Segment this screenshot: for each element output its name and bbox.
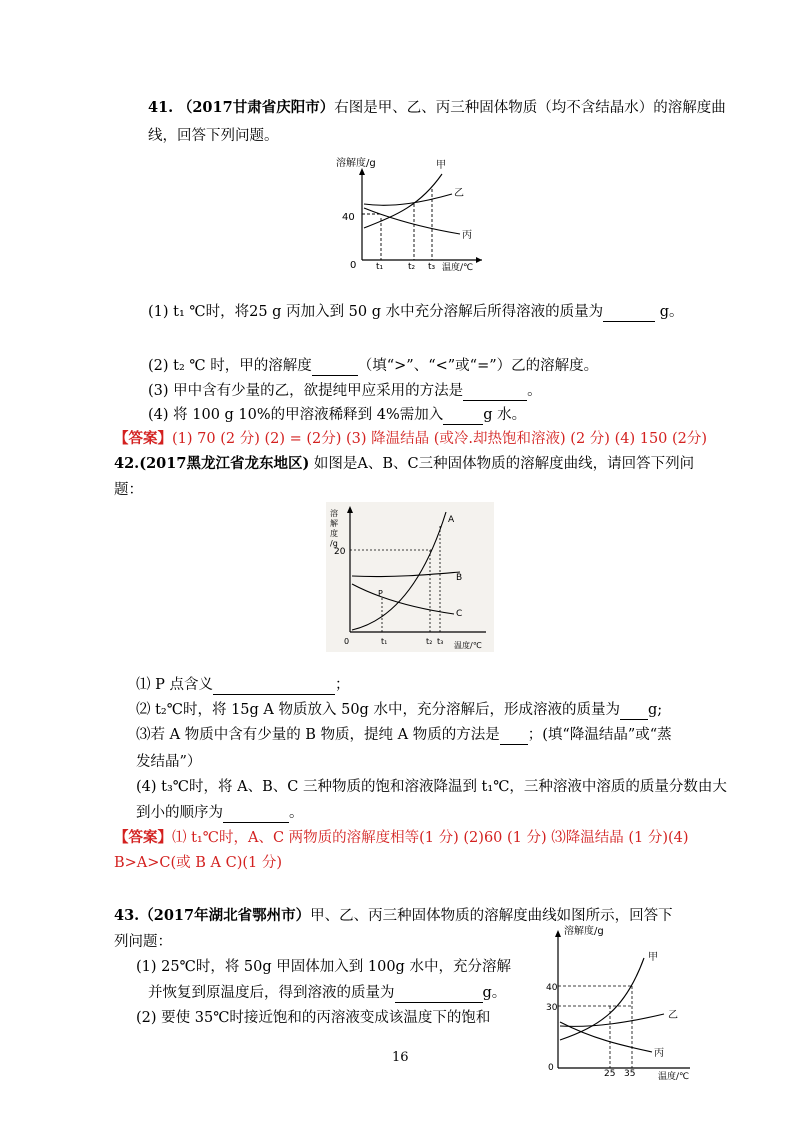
q41-answer-text: (1) 70 (2 分) (2) = (2分) (3) 降温结晶 (或冷.却热饱和溶液) (2 分) (4) 150 (2分) bbox=[172, 431, 708, 447]
q42-part3-cont: 发结晶”） bbox=[136, 754, 202, 770]
q42-part2-text: ⑵ t₂℃时，将 15g A 物质放入 50g 水中，充分溶解后，形成溶液的质量为 bbox=[136, 702, 620, 718]
q41-part2-blank[interactable] bbox=[312, 361, 358, 376]
q41-part4-blank[interactable] bbox=[443, 410, 483, 425]
q41-part2 bbox=[148, 356, 598, 376]
q41-part3-text: (3) 甲中含有少量的乙，欲提纯甲应采用的方法是 bbox=[148, 383, 464, 399]
q43-part1: (1) 25℃时，将 50g 甲固体加入到 100g 水中，充分溶解 bbox=[136, 959, 511, 975]
q42-part3-tail: ；(填“降温结晶”或“蒸 bbox=[527, 727, 672, 743]
q41-graph-xtick-t3: t₃ bbox=[428, 262, 436, 272]
q42-graph-ylabel-2: 解 bbox=[330, 519, 338, 528]
q42-part2-unit: g; bbox=[647, 702, 663, 718]
q42-label-b: B bbox=[456, 573, 463, 583]
q41-label-jia: 甲 bbox=[436, 160, 446, 171]
q42-stem-line2: 题： bbox=[114, 482, 143, 498]
q41-source: （2017甘肃省庆阳市） bbox=[177, 99, 335, 116]
q43-graph-xtick-25: 25 bbox=[604, 1069, 616, 1079]
q41-curve-yi bbox=[364, 194, 452, 205]
q43-part1-cont bbox=[148, 983, 506, 1003]
q43-curve-yi bbox=[560, 1014, 664, 1026]
q42-answer-line1: ⑴ t₁℃时，A、C 两物质的溶解度相等(1 分) (2)60 (1 分) ⑶降温结晶 (1 分)(4) bbox=[172, 830, 689, 846]
q41-stem-line2: 线，回答下列问题。 bbox=[148, 128, 279, 144]
q41-answer-label: 【答案】 bbox=[114, 430, 172, 447]
q42-graph-ylabel-1: 溶 bbox=[330, 509, 338, 518]
q41-part3-blank[interactable] bbox=[463, 386, 527, 401]
q42-answer-label: 【答案】 bbox=[114, 829, 172, 846]
q43-source: （2017年湖北省鄂州市） bbox=[139, 907, 311, 924]
q42-part1-tail: ； bbox=[334, 677, 350, 693]
q41-part1-blank[interactable] bbox=[603, 307, 655, 322]
q43-part2: (2) 要使 35℃时接近饱和的丙溶液变成该温度下的饱和 bbox=[136, 1010, 491, 1026]
q42-answer bbox=[114, 828, 689, 848]
q41-graph-ytick: 40 bbox=[342, 212, 355, 223]
q41-part3 bbox=[148, 381, 542, 401]
q42-part2-blank[interactable] bbox=[620, 705, 648, 720]
q43-stem-line2: 列问题： bbox=[114, 934, 172, 950]
q43-part1-blank[interactable] bbox=[395, 988, 483, 1003]
q41-graph-xlabel: 温度/℃ bbox=[442, 263, 474, 273]
q41-label-yi: 乙 bbox=[454, 188, 464, 199]
q43-solubility-graph bbox=[540, 922, 700, 1082]
q42-graph-xtick-t1: t₁ bbox=[381, 637, 388, 646]
q43-stem-text1: 甲、乙、丙三种固体物质的溶解度曲线如图所示，回答下 bbox=[310, 908, 673, 924]
q41-curve-bing bbox=[364, 208, 460, 234]
q42-graph-xtick-t2: t₂ bbox=[426, 637, 433, 646]
q42-label-a: A bbox=[448, 515, 455, 525]
q42-label-c: C bbox=[456, 609, 463, 619]
q42-label-p: P bbox=[378, 589, 383, 598]
q42-graph-origin: 0 bbox=[344, 637, 350, 646]
q42-part4-cont bbox=[136, 803, 304, 823]
q42-stem-text1: 如图是A、B、C三种固体物质的溶解度曲线，请回答下列问 bbox=[309, 456, 695, 472]
q41-graph-ylabel: 溶解度/g bbox=[336, 158, 376, 169]
q42-answer-line2: B>A>C(或 B A C)(1 分) bbox=[114, 855, 283, 871]
q43-label-yi: 乙 bbox=[668, 1010, 678, 1021]
q41-part1 bbox=[148, 302, 684, 322]
q42-part3-text: ⑶若 A 物质中含有少量的 B 物质，提纯 A 物质的方法是 bbox=[136, 727, 500, 743]
q42-part1-text: ⑴ P 点含义 bbox=[136, 677, 213, 693]
q42-part4: (4) t₃℃时，将 A、B、C 三种物质的饱和溶液降温到 t₁℃，三种溶液中溶质的质量分数由大 bbox=[136, 779, 727, 795]
q42-graph-ylabel-4: /g bbox=[330, 539, 338, 548]
q42-part3 bbox=[136, 725, 672, 745]
q43-number: 43. bbox=[114, 907, 140, 924]
q43-graph-ytick-40: 40 bbox=[546, 983, 558, 993]
q43-label-jia: 甲 bbox=[648, 952, 658, 963]
q41-number: 41. bbox=[148, 99, 174, 116]
q41-part1-text: (1) t₁ ℃时，将25 g 丙加入到 50 g 水中充分溶解后所得溶液的质量为 bbox=[148, 304, 604, 320]
q41-stem-text1: 右图是甲、乙、丙三种固体物质（均不含结晶水）的溶解度曲 bbox=[334, 100, 726, 116]
q42-number: 42. bbox=[114, 455, 140, 472]
q41-graph-xtick-t1: t₁ bbox=[376, 262, 384, 272]
q41-part2-tail: （填“>”、“<”或“=”）乙的溶解度。 bbox=[357, 358, 599, 374]
q41-part4 bbox=[148, 405, 526, 425]
q42-source: (2017黑龙江省龙东地区) bbox=[139, 455, 310, 472]
q41-answer bbox=[114, 429, 707, 449]
q42-graph-ytick: 20 bbox=[334, 547, 346, 557]
q42-graph-xtick-t3: t₃ bbox=[437, 637, 444, 646]
q41-graph-origin: 0 bbox=[350, 260, 357, 271]
q42-part1-blank[interactable] bbox=[213, 680, 335, 695]
q42-graph-xlabel: 温度/℃ bbox=[454, 641, 482, 650]
q43-label-bing: 丙 bbox=[654, 1048, 664, 1059]
q41-stem-line1 bbox=[148, 98, 726, 118]
q43-graph-xlabel: 温度/℃ bbox=[658, 1072, 690, 1082]
q41-graph-xtick-t2: t₂ bbox=[408, 262, 416, 272]
q43-graph-origin: 0 bbox=[548, 1063, 554, 1073]
q41-part1-unit: g。 bbox=[659, 304, 684, 320]
q42-part3-blank[interactable] bbox=[500, 730, 528, 745]
q41-part4-text: (4) 将 100 g 10%的甲溶液稀释到 4%需加入 bbox=[148, 407, 444, 423]
q42-part1 bbox=[136, 675, 349, 695]
q41-solubility-graph bbox=[334, 152, 490, 274]
q41-label-bing: 丙 bbox=[462, 230, 472, 241]
q43-part1-unit: g。 bbox=[482, 985, 507, 1001]
q43-part1-text: 并恢复到原温度后，得到溶液的质量为 bbox=[148, 985, 395, 1001]
q42-graph-ylabel-3: 度 bbox=[330, 529, 338, 538]
q42-part4-tail: 。 bbox=[289, 805, 304, 821]
q41-part3-tail: 。 bbox=[527, 383, 542, 399]
q43-graph-ytick-30: 30 bbox=[546, 1003, 558, 1013]
q42-solubility-graph bbox=[326, 502, 494, 652]
page-number: 16 bbox=[392, 1050, 409, 1065]
q43-graph-xtick-35: 35 bbox=[624, 1069, 636, 1079]
q41-part2-text: (2) t₂ ℃ 时，甲的溶解度 bbox=[148, 358, 312, 374]
q41-curve-jia bbox=[364, 174, 442, 228]
q42-part4-text: 到小的顺序为 bbox=[136, 805, 223, 821]
q43-graph-ylabel: 溶解度/g bbox=[564, 926, 604, 937]
q41-part4-tail: g 水。 bbox=[483, 407, 527, 423]
q42-stem-line1 bbox=[114, 454, 694, 474]
q42-part4-blank[interactable] bbox=[223, 808, 289, 823]
q42-part2 bbox=[136, 700, 662, 720]
